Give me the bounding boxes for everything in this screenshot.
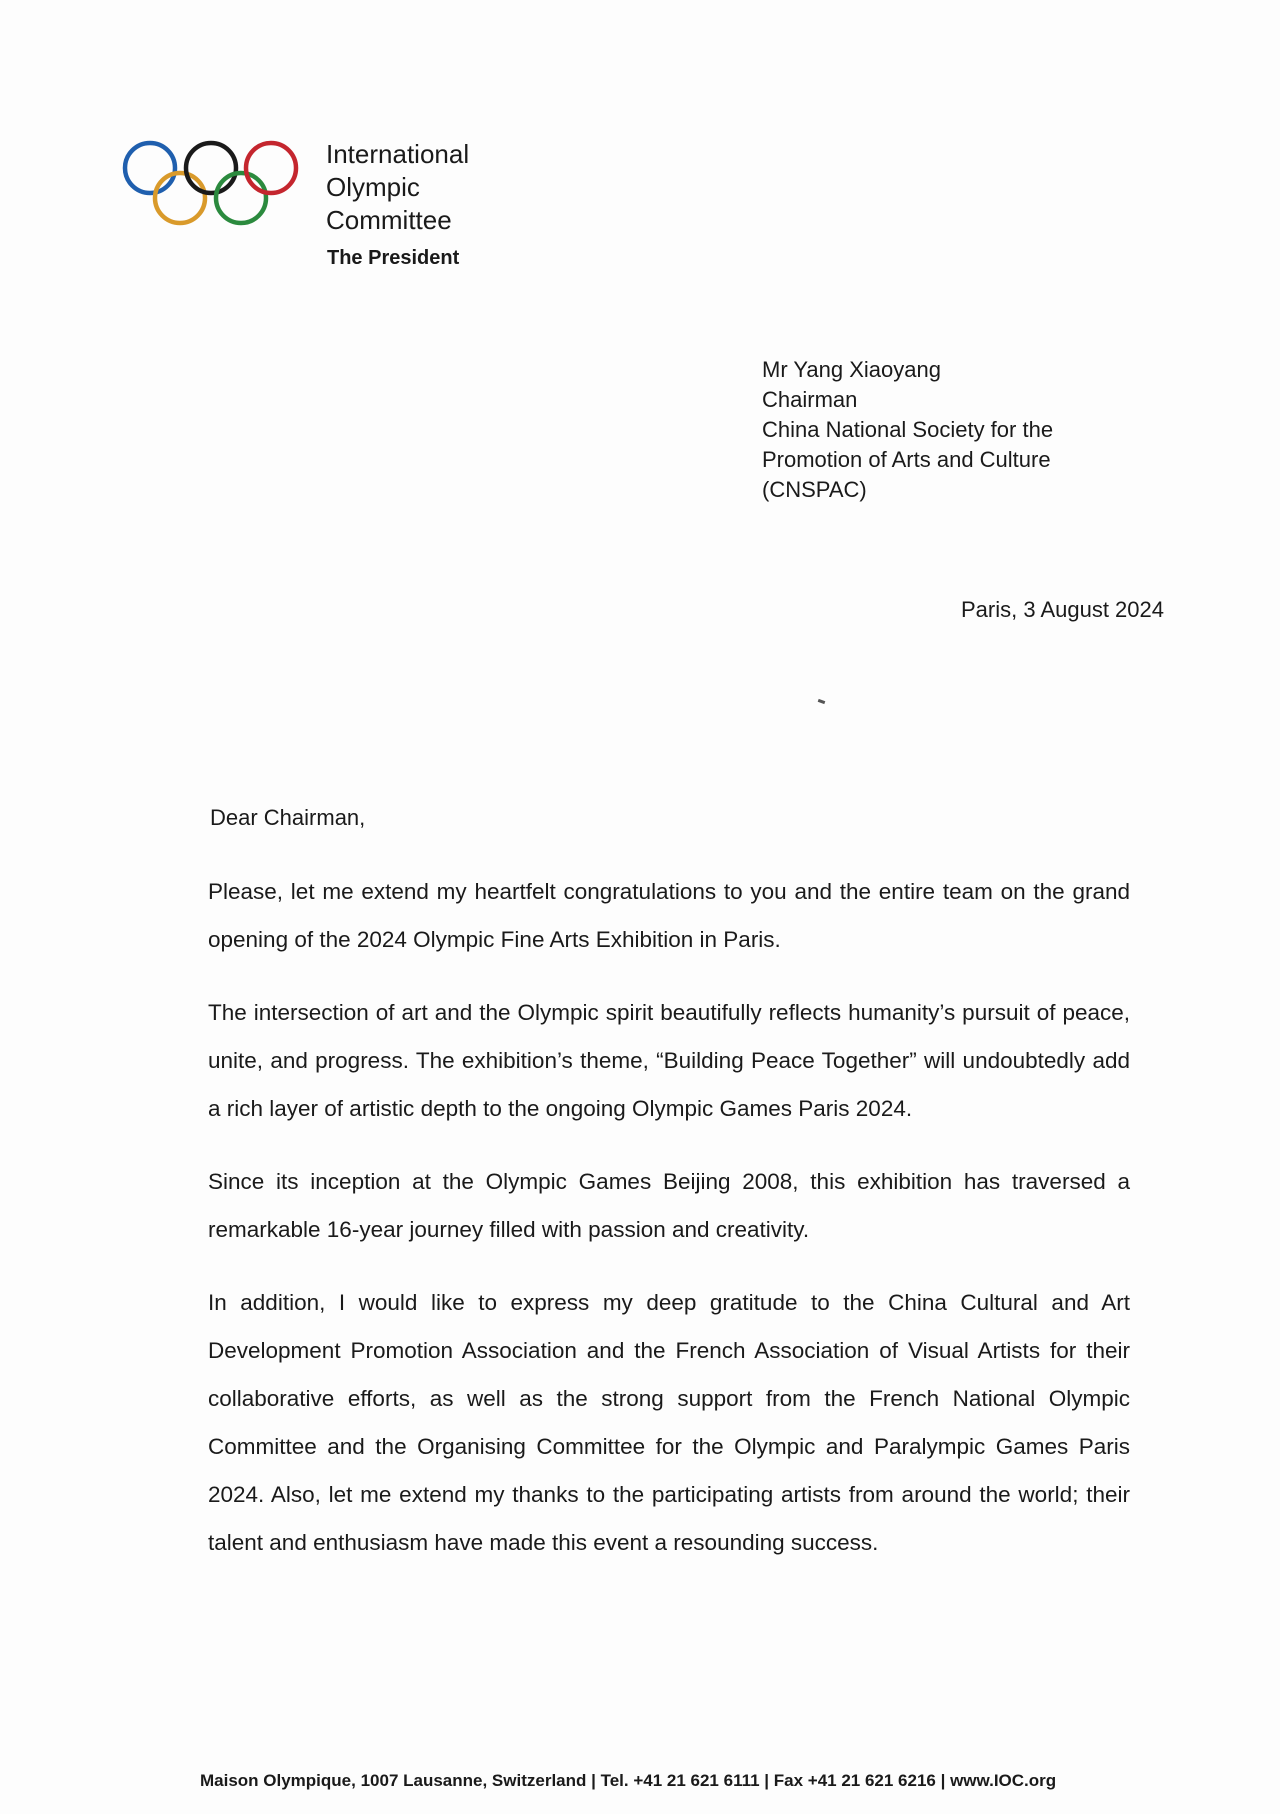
footer-address: Maison Olympique, 1007 Lausanne, Switzerland | Tel. +41 21 621 6111 | Fax +41 21 621 6216 | www.IOC.org [200,1771,1057,1790]
paragraph-3: Since its inception at the Olympic Games Beijing 2008, this exhibition has traversed a remarkable 16-year journey filled with passion and creativity. [208,1169,1130,1242]
paragraph-2: The intersection of art and the Olympic spirit beautifully reflects humanity’s pursuit of peace, unite, and progress. The exhibition’s theme, “Building Peace Together” will undoubtedly add a rich layer of artistic depth to the ongoing Olympic Games Paris 2024. [208,1000,1130,1121]
org-name [326,138,586,237]
recipient-address [762,355,1182,505]
org-name-line-2: Olympic [326,172,420,202]
recipient-org-line-2: Promotion of Arts and Culture [762,447,1051,472]
recipient-org-line-3: (CNSPAC) [762,477,867,502]
letter-body [208,868,1130,1592]
paragraph-4: In addition, I would like to express my deep gratitude to the China Cultural and Art Development Promotion Association and the French Association of Visual Artists for their collaborative efforts, as well as the strong support from the French National Olympic Committee and the Organising Committee for the Olympic and Paralympic Games Paris 2024. Also, let me extend my thanks to the participating artists from around the world; their talent and enthusiasm have made this event a resounding success. [208,1290,1130,1555]
scan-mark [818,699,826,704]
recipient-name: Mr Yang Xiaoyang [762,357,941,382]
org-name-line-1: International [326,139,470,169]
letter-date: Paris, 3 August 2024 [960,597,1164,622]
salutation: Dear Chairman, [210,805,366,830]
letterhead [120,130,580,290]
office-title: The President [327,247,460,269]
org-name-line-3: Committee [326,205,452,235]
recipient-position: Chairman [762,387,858,412]
olympic-rings-icon [120,138,302,240]
paragraph-1: Please, let me extend my heartfelt congratulations to you and the entire team on the grand opening of the 2024 Olympic Fine Arts Exhibition in Paris. [208,879,1130,952]
recipient-org-line-1: China National Society for the [762,417,1054,442]
